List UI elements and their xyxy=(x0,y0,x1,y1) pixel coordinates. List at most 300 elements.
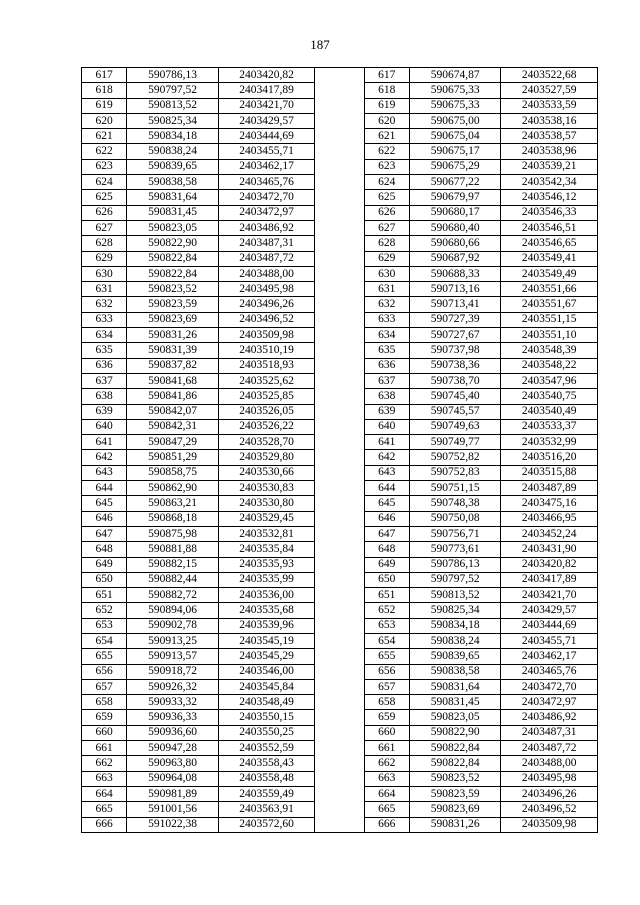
left-point-number-cell: 650 xyxy=(82,572,127,587)
right-y-coordinate-cell: 2403533,59 xyxy=(501,98,598,113)
right-x-coordinate-cell: 590838,24 xyxy=(409,633,501,648)
table-row xyxy=(82,404,598,419)
left-point-number-cell: 656 xyxy=(82,664,127,679)
left-point-number-cell: 619 xyxy=(82,98,127,113)
right-x-coordinate-cell: 590813,52 xyxy=(409,588,501,603)
right-x-coordinate-cell: 590752,82 xyxy=(409,450,501,465)
left-point-number-cell: 624 xyxy=(82,175,127,190)
column-gap-cell xyxy=(315,343,364,358)
table-row xyxy=(82,741,598,756)
table-row xyxy=(82,251,598,266)
table-row xyxy=(82,771,598,786)
right-y-coordinate-cell: 2403496,26 xyxy=(501,786,598,801)
left-x-coordinate-cell: 590813,52 xyxy=(127,98,219,113)
column-gap-cell xyxy=(315,618,364,633)
right-y-coordinate-cell: 2403546,51 xyxy=(501,220,598,235)
column-gap-cell xyxy=(315,389,364,404)
right-point-number-cell: 624 xyxy=(364,175,409,190)
left-point-number-cell: 661 xyxy=(82,741,127,756)
right-point-number-cell: 651 xyxy=(364,588,409,603)
left-y-coordinate-cell: 2403496,26 xyxy=(218,297,315,312)
right-x-coordinate-cell: 590834,18 xyxy=(409,618,501,633)
column-gap-cell xyxy=(315,465,364,480)
right-x-coordinate-cell: 590823,52 xyxy=(409,771,501,786)
right-point-number-cell: 617 xyxy=(364,68,409,83)
right-point-number-cell: 659 xyxy=(364,710,409,725)
left-point-number-cell: 633 xyxy=(82,312,127,327)
left-y-coordinate-cell: 2403530,66 xyxy=(218,465,315,480)
right-x-coordinate-cell: 590674,87 xyxy=(409,68,501,83)
right-x-coordinate-cell: 590822,84 xyxy=(409,741,501,756)
left-y-coordinate-cell: 2403465,76 xyxy=(218,175,315,190)
right-x-coordinate-cell: 590675,33 xyxy=(409,83,501,98)
right-x-coordinate-cell: 590756,71 xyxy=(409,526,501,541)
column-gap-cell xyxy=(315,113,364,128)
left-x-coordinate-cell: 590831,26 xyxy=(127,328,219,343)
right-x-coordinate-cell: 590831,45 xyxy=(409,695,501,710)
left-y-coordinate-cell: 2403546,00 xyxy=(218,664,315,679)
left-x-coordinate-cell: 590823,05 xyxy=(127,220,219,235)
column-gap-cell xyxy=(315,282,364,297)
left-x-coordinate-cell: 590837,82 xyxy=(127,358,219,373)
left-y-coordinate-cell: 2403496,52 xyxy=(218,312,315,327)
column-gap-cell xyxy=(315,98,364,113)
right-y-coordinate-cell: 2403551,15 xyxy=(501,312,598,327)
table-row xyxy=(82,633,598,648)
right-x-coordinate-cell: 590737,98 xyxy=(409,343,501,358)
right-point-number-cell: 643 xyxy=(364,465,409,480)
left-x-coordinate-cell: 590834,18 xyxy=(127,129,219,144)
column-gap-cell xyxy=(315,664,364,679)
right-point-number-cell: 655 xyxy=(364,649,409,664)
right-y-coordinate-cell: 2403472,97 xyxy=(501,695,598,710)
table-row xyxy=(82,358,598,373)
column-gap-cell xyxy=(315,373,364,388)
right-x-coordinate-cell: 590823,59 xyxy=(409,786,501,801)
left-point-number-cell: 652 xyxy=(82,603,127,618)
right-y-coordinate-cell: 2403487,72 xyxy=(501,741,598,756)
left-point-number-cell: 660 xyxy=(82,725,127,740)
left-point-number-cell: 641 xyxy=(82,435,127,450)
table-row xyxy=(82,98,598,113)
column-gap-cell xyxy=(315,603,364,618)
column-gap-cell xyxy=(315,786,364,801)
right-x-coordinate-cell: 590839,65 xyxy=(409,649,501,664)
right-x-coordinate-cell: 590745,40 xyxy=(409,389,501,404)
left-y-coordinate-cell: 2403510,19 xyxy=(218,343,315,358)
right-y-coordinate-cell: 2403429,57 xyxy=(501,603,598,618)
left-point-number-cell: 643 xyxy=(82,465,127,480)
right-point-number-cell: 634 xyxy=(364,328,409,343)
table-row xyxy=(82,588,598,603)
left-y-coordinate-cell: 2403535,84 xyxy=(218,542,315,557)
table-row xyxy=(82,190,598,205)
right-point-number-cell: 642 xyxy=(364,450,409,465)
left-point-number-cell: 639 xyxy=(82,404,127,419)
left-x-coordinate-cell: 590851,29 xyxy=(127,450,219,465)
right-point-number-cell: 630 xyxy=(364,266,409,281)
left-point-number-cell: 649 xyxy=(82,557,127,572)
left-x-coordinate-cell: 590881,88 xyxy=(127,542,219,557)
right-x-coordinate-cell: 590675,17 xyxy=(409,144,501,159)
left-point-number-cell: 631 xyxy=(82,282,127,297)
column-gap-cell xyxy=(315,572,364,587)
left-y-coordinate-cell: 2403509,98 xyxy=(218,328,315,343)
left-y-coordinate-cell: 2403525,62 xyxy=(218,373,315,388)
table-row xyxy=(82,526,598,541)
column-gap-cell xyxy=(315,802,364,817)
right-point-number-cell: 639 xyxy=(364,404,409,419)
column-gap-cell xyxy=(315,312,364,327)
left-x-coordinate-cell: 590858,75 xyxy=(127,465,219,480)
left-x-coordinate-cell: 590825,34 xyxy=(127,113,219,128)
right-y-coordinate-cell: 2403548,22 xyxy=(501,358,598,373)
left-x-coordinate-cell: 590933,32 xyxy=(127,695,219,710)
left-y-coordinate-cell: 2403487,31 xyxy=(218,236,315,251)
right-y-coordinate-cell: 2403551,66 xyxy=(501,282,598,297)
right-y-coordinate-cell: 2403444,69 xyxy=(501,618,598,633)
column-gap-cell xyxy=(315,679,364,694)
right-point-number-cell: 618 xyxy=(364,83,409,98)
left-y-coordinate-cell: 2403488,00 xyxy=(218,266,315,281)
left-y-coordinate-cell: 2403526,05 xyxy=(218,404,315,419)
table-row xyxy=(82,465,598,480)
column-gap-cell xyxy=(315,588,364,603)
left-y-coordinate-cell: 2403530,83 xyxy=(218,481,315,496)
column-gap-cell xyxy=(315,251,364,266)
left-y-coordinate-cell: 2403444,69 xyxy=(218,129,315,144)
left-point-number-cell: 629 xyxy=(82,251,127,266)
left-y-coordinate-cell: 2403421,70 xyxy=(218,98,315,113)
right-y-coordinate-cell: 2403549,49 xyxy=(501,266,598,281)
left-point-number-cell: 635 xyxy=(82,343,127,358)
right-x-coordinate-cell: 590727,39 xyxy=(409,312,501,327)
right-x-coordinate-cell: 590752,83 xyxy=(409,465,501,480)
left-point-number-cell: 647 xyxy=(82,526,127,541)
right-y-coordinate-cell: 2403542,34 xyxy=(501,175,598,190)
left-x-coordinate-cell: 590913,25 xyxy=(127,633,219,648)
right-x-coordinate-cell: 590738,70 xyxy=(409,373,501,388)
left-y-coordinate-cell: 2403536,00 xyxy=(218,588,315,603)
column-gap-cell xyxy=(315,435,364,450)
right-point-number-cell: 628 xyxy=(364,236,409,251)
left-x-coordinate-cell: 590947,28 xyxy=(127,741,219,756)
column-gap-cell xyxy=(315,404,364,419)
column-gap-cell xyxy=(315,633,364,648)
table-row xyxy=(82,328,598,343)
table-row xyxy=(82,282,598,297)
table-row xyxy=(82,144,598,159)
left-y-coordinate-cell: 2403572,60 xyxy=(218,817,315,832)
column-gap-cell xyxy=(315,649,364,664)
left-point-number-cell: 638 xyxy=(82,389,127,404)
table-row xyxy=(82,542,598,557)
column-gap-cell xyxy=(315,266,364,281)
page-number: 187 xyxy=(310,37,330,52)
right-y-coordinate-cell: 2403538,57 xyxy=(501,129,598,144)
left-x-coordinate-cell: 590841,68 xyxy=(127,373,219,388)
column-gap-cell xyxy=(315,710,364,725)
left-x-coordinate-cell: 590936,33 xyxy=(127,710,219,725)
left-point-number-cell: 623 xyxy=(82,159,127,174)
right-y-coordinate-cell: 2403522,68 xyxy=(501,68,598,83)
table-row xyxy=(82,129,598,144)
right-x-coordinate-cell: 590713,41 xyxy=(409,297,501,312)
left-y-coordinate-cell: 2403417,89 xyxy=(218,83,315,98)
column-gap-cell xyxy=(315,817,364,832)
left-y-coordinate-cell: 2403455,71 xyxy=(218,144,315,159)
left-x-coordinate-cell: 590882,15 xyxy=(127,557,219,572)
left-point-number-cell: 653 xyxy=(82,618,127,633)
right-point-number-cell: 665 xyxy=(364,802,409,817)
table-row xyxy=(82,802,598,817)
left-y-coordinate-cell: 2403552,59 xyxy=(218,741,315,756)
column-gap-cell xyxy=(315,511,364,526)
left-point-number-cell: 658 xyxy=(82,695,127,710)
right-x-coordinate-cell: 590749,77 xyxy=(409,435,501,450)
right-y-coordinate-cell: 2403547,96 xyxy=(501,373,598,388)
right-x-coordinate-cell: 590749,63 xyxy=(409,419,501,434)
right-y-coordinate-cell: 2403417,89 xyxy=(501,572,598,587)
right-y-coordinate-cell: 2403549,41 xyxy=(501,251,598,266)
right-y-coordinate-cell: 2403538,96 xyxy=(501,144,598,159)
table-row xyxy=(82,220,598,235)
right-x-coordinate-cell: 590738,36 xyxy=(409,358,501,373)
left-y-coordinate-cell: 2403530,80 xyxy=(218,496,315,511)
left-point-number-cell: 655 xyxy=(82,649,127,664)
table-row xyxy=(82,496,598,511)
right-y-coordinate-cell: 2403421,70 xyxy=(501,588,598,603)
left-point-number-cell: 644 xyxy=(82,481,127,496)
left-x-coordinate-cell: 590822,84 xyxy=(127,251,219,266)
table-row xyxy=(82,373,598,388)
left-x-coordinate-cell: 590823,52 xyxy=(127,282,219,297)
left-x-coordinate-cell: 590823,59 xyxy=(127,297,219,312)
right-y-coordinate-cell: 2403465,76 xyxy=(501,664,598,679)
right-y-coordinate-cell: 2403486,92 xyxy=(501,710,598,725)
right-x-coordinate-cell: 590687,92 xyxy=(409,251,501,266)
left-x-coordinate-cell: 590875,98 xyxy=(127,526,219,541)
right-x-coordinate-cell: 590822,90 xyxy=(409,725,501,740)
right-y-coordinate-cell: 2403420,82 xyxy=(501,557,598,572)
right-y-coordinate-cell: 2403516,20 xyxy=(501,450,598,465)
right-point-number-cell: 661 xyxy=(364,741,409,756)
column-gap-cell xyxy=(315,557,364,572)
left-point-number-cell: 628 xyxy=(82,236,127,251)
left-x-coordinate-cell: 590831,64 xyxy=(127,190,219,205)
table-row xyxy=(82,343,598,358)
right-y-coordinate-cell: 2403527,59 xyxy=(501,83,598,98)
left-y-coordinate-cell: 2403529,80 xyxy=(218,450,315,465)
left-y-coordinate-cell: 2403545,19 xyxy=(218,633,315,648)
column-gap-cell xyxy=(315,159,364,174)
right-point-number-cell: 646 xyxy=(364,511,409,526)
left-point-number-cell: 662 xyxy=(82,756,127,771)
left-point-number-cell: 659 xyxy=(82,710,127,725)
left-x-coordinate-cell: 590863,21 xyxy=(127,496,219,511)
left-x-coordinate-cell: 590882,44 xyxy=(127,572,219,587)
right-point-number-cell: 627 xyxy=(364,220,409,235)
left-point-number-cell: 636 xyxy=(82,358,127,373)
right-y-coordinate-cell: 2403540,49 xyxy=(501,404,598,419)
right-x-coordinate-cell: 590679,97 xyxy=(409,190,501,205)
left-x-coordinate-cell: 590918,72 xyxy=(127,664,219,679)
table-row xyxy=(82,817,598,832)
left-point-number-cell: 642 xyxy=(82,450,127,465)
right-x-coordinate-cell: 590745,57 xyxy=(409,404,501,419)
left-y-coordinate-cell: 2403420,82 xyxy=(218,68,315,83)
left-x-coordinate-cell: 590831,45 xyxy=(127,205,219,220)
column-gap-cell xyxy=(315,205,364,220)
left-x-coordinate-cell: 590981,89 xyxy=(127,786,219,801)
right-y-coordinate-cell: 2403532,99 xyxy=(501,435,598,450)
left-y-coordinate-cell: 2403535,99 xyxy=(218,572,315,587)
left-x-coordinate-cell: 590882,72 xyxy=(127,588,219,603)
left-x-coordinate-cell: 590797,52 xyxy=(127,83,219,98)
left-point-number-cell: 625 xyxy=(82,190,127,205)
right-y-coordinate-cell: 2403431,90 xyxy=(501,542,598,557)
table-row xyxy=(82,511,598,526)
table-row xyxy=(82,205,598,220)
left-y-coordinate-cell: 2403429,57 xyxy=(218,113,315,128)
column-gap-cell xyxy=(315,68,364,83)
table-row xyxy=(82,603,598,618)
left-x-coordinate-cell: 590841,86 xyxy=(127,389,219,404)
right-y-coordinate-cell: 2403533,37 xyxy=(501,419,598,434)
right-point-number-cell: 658 xyxy=(364,695,409,710)
right-y-coordinate-cell: 2403548,39 xyxy=(501,343,598,358)
table-row xyxy=(82,710,598,725)
right-y-coordinate-cell: 2403475,16 xyxy=(501,496,598,511)
left-y-coordinate-cell: 2403518,93 xyxy=(218,358,315,373)
left-x-coordinate-cell: 591001,56 xyxy=(127,802,219,817)
left-x-coordinate-cell: 590963,80 xyxy=(127,756,219,771)
column-gap-cell xyxy=(315,542,364,557)
left-y-coordinate-cell: 2403532,81 xyxy=(218,526,315,541)
left-x-coordinate-cell: 591022,38 xyxy=(127,817,219,832)
left-x-coordinate-cell: 590926,32 xyxy=(127,679,219,694)
left-point-number-cell: 618 xyxy=(82,83,127,98)
right-point-number-cell: 662 xyxy=(364,756,409,771)
right-y-coordinate-cell: 2403509,98 xyxy=(501,817,598,832)
right-point-number-cell: 635 xyxy=(364,343,409,358)
left-y-coordinate-cell: 2403487,72 xyxy=(218,251,315,266)
right-x-coordinate-cell: 590748,38 xyxy=(409,496,501,511)
right-point-number-cell: 653 xyxy=(364,618,409,633)
left-point-number-cell: 651 xyxy=(82,588,127,603)
right-y-coordinate-cell: 2403495,98 xyxy=(501,771,598,786)
left-x-coordinate-cell: 590838,58 xyxy=(127,175,219,190)
right-point-number-cell: 652 xyxy=(364,603,409,618)
column-gap-cell xyxy=(315,450,364,465)
left-x-coordinate-cell: 590913,57 xyxy=(127,649,219,664)
right-point-number-cell: 648 xyxy=(364,542,409,557)
left-point-number-cell: 657 xyxy=(82,679,127,694)
column-gap-cell xyxy=(315,175,364,190)
table-row xyxy=(82,68,598,83)
left-point-number-cell: 666 xyxy=(82,817,127,832)
table-row xyxy=(82,618,598,633)
table-row xyxy=(82,312,598,327)
right-y-coordinate-cell: 2403540,75 xyxy=(501,389,598,404)
right-point-number-cell: 660 xyxy=(364,725,409,740)
left-y-coordinate-cell: 2403548,49 xyxy=(218,695,315,710)
right-y-coordinate-cell: 2403546,33 xyxy=(501,205,598,220)
left-y-coordinate-cell: 2403545,29 xyxy=(218,649,315,664)
right-y-coordinate-cell: 2403488,00 xyxy=(501,756,598,771)
column-gap-cell xyxy=(315,695,364,710)
table-row xyxy=(82,83,598,98)
right-point-number-cell: 621 xyxy=(364,129,409,144)
right-point-number-cell: 619 xyxy=(364,98,409,113)
left-y-coordinate-cell: 2403535,93 xyxy=(218,557,315,572)
left-x-coordinate-cell: 590838,24 xyxy=(127,144,219,159)
left-x-coordinate-cell: 590842,07 xyxy=(127,404,219,419)
table-row xyxy=(82,679,598,694)
left-point-number-cell: 617 xyxy=(82,68,127,83)
right-x-coordinate-cell: 590823,05 xyxy=(409,710,501,725)
right-x-coordinate-cell: 590675,33 xyxy=(409,98,501,113)
left-x-coordinate-cell: 590847,29 xyxy=(127,435,219,450)
left-x-coordinate-cell: 590823,69 xyxy=(127,312,219,327)
right-y-coordinate-cell: 2403487,31 xyxy=(501,725,598,740)
column-gap-cell xyxy=(315,297,364,312)
column-gap-cell xyxy=(315,129,364,144)
right-point-number-cell: 664 xyxy=(364,786,409,801)
table-row xyxy=(82,450,598,465)
right-y-coordinate-cell: 2403472,70 xyxy=(501,679,598,694)
column-gap-cell xyxy=(315,328,364,343)
left-point-number-cell: 626 xyxy=(82,205,127,220)
column-gap-cell xyxy=(315,741,364,756)
left-point-number-cell: 632 xyxy=(82,297,127,312)
left-y-coordinate-cell: 2403545,84 xyxy=(218,679,315,694)
right-x-coordinate-cell: 590750,08 xyxy=(409,511,501,526)
left-point-number-cell: 634 xyxy=(82,328,127,343)
right-point-number-cell: 649 xyxy=(364,557,409,572)
column-gap-cell xyxy=(315,725,364,740)
left-x-coordinate-cell: 590839,65 xyxy=(127,159,219,174)
right-point-number-cell: 632 xyxy=(364,297,409,312)
right-point-number-cell: 666 xyxy=(364,817,409,832)
coordinates-table xyxy=(81,67,598,833)
right-y-coordinate-cell: 2403515,88 xyxy=(501,465,598,480)
left-point-number-cell: 646 xyxy=(82,511,127,526)
left-y-coordinate-cell: 2403550,15 xyxy=(218,710,315,725)
right-x-coordinate-cell: 590825,34 xyxy=(409,603,501,618)
left-y-coordinate-cell: 2403558,43 xyxy=(218,756,315,771)
right-point-number-cell: 622 xyxy=(364,144,409,159)
right-x-coordinate-cell: 590727,67 xyxy=(409,328,501,343)
right-point-number-cell: 623 xyxy=(364,159,409,174)
right-point-number-cell: 640 xyxy=(364,419,409,434)
left-point-number-cell: 648 xyxy=(82,542,127,557)
column-gap-cell xyxy=(315,144,364,159)
right-x-coordinate-cell: 590677,22 xyxy=(409,175,501,190)
left-point-number-cell: 630 xyxy=(82,266,127,281)
right-point-number-cell: 644 xyxy=(364,481,409,496)
left-x-coordinate-cell: 590786,13 xyxy=(127,68,219,83)
table-row xyxy=(82,725,598,740)
table-row xyxy=(82,557,598,572)
right-x-coordinate-cell: 590773,61 xyxy=(409,542,501,557)
table-row xyxy=(82,236,598,251)
right-x-coordinate-cell: 590680,66 xyxy=(409,236,501,251)
right-x-coordinate-cell: 590797,52 xyxy=(409,572,501,587)
right-point-number-cell: 633 xyxy=(364,312,409,327)
right-x-coordinate-cell: 590688,33 xyxy=(409,266,501,281)
right-y-coordinate-cell: 2403455,71 xyxy=(501,633,598,648)
